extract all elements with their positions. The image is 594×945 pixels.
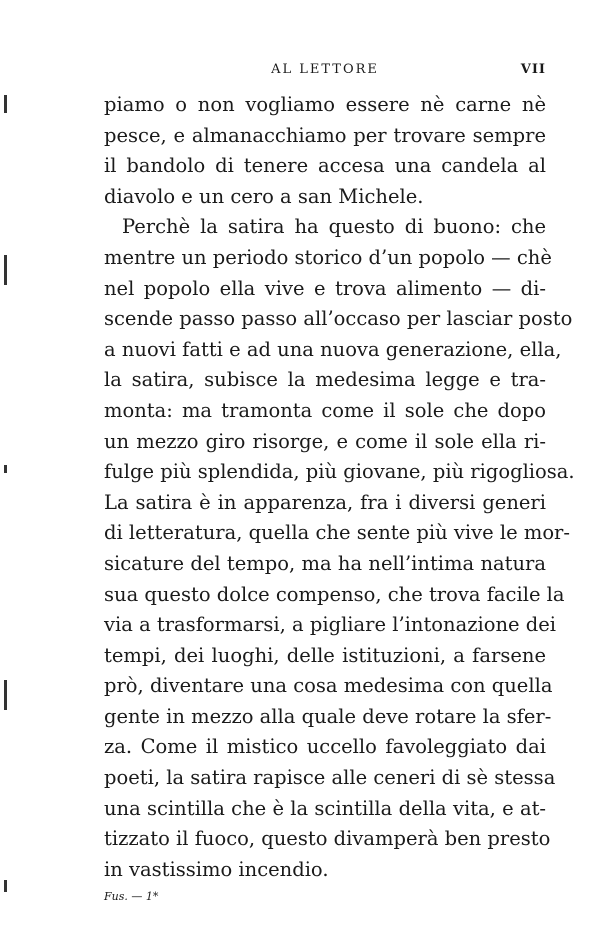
- text-line: nel popolo ella vive e trova alimento — di-: [104, 276, 546, 300]
- text-line: sua questo dolce compenso, che trova facile la: [104, 582, 565, 606]
- page-header: [104, 60, 546, 84]
- edge-mark: [4, 465, 7, 473]
- text-line: sicature del tempo, ma ha nell’intima natura: [104, 551, 546, 575]
- text-line: pesce, e almanacchiamo per trovare sempre: [104, 123, 546, 147]
- text-line: piamo o non vogliamo essere nè carne nè: [104, 93, 546, 116]
- text-line: di letteratura, quella che sente più vive le mor-: [104, 521, 570, 545]
- text-line: via a trasformarsi, a pigliare l’intonazione dei: [104, 613, 557, 637]
- text-line: monta: ma tramonta come il sole che dopo: [104, 398, 546, 422]
- text-line: za. Come il mistico uccello favoleggiato dai: [104, 735, 546, 759]
- text-line: tizzato il fuoco, questo divamperà ben presto: [104, 827, 551, 851]
- edge-mark: [4, 880, 7, 892]
- text-line: mentre un periodo storico d’un popolo — chè: [104, 245, 552, 269]
- text-line: fulge più splendida, più giovane, più rigogliosa.: [104, 460, 575, 484]
- text-line: gente in mezzo alla quale deve rotare la sfer-: [104, 704, 552, 728]
- text-line: prò, diventare una cosa medesima con quella: [104, 674, 553, 698]
- text-line: la satira, subisce la medesima legge e tra-: [104, 368, 546, 392]
- text-line: in vastissimo incendio.: [104, 857, 329, 881]
- text-line: il bandolo di tenere accesa una candela al: [104, 154, 546, 178]
- edge-mark: [4, 680, 7, 710]
- edge-mark: [4, 95, 7, 113]
- text-line: tempi, dei luoghi, delle istituzioni, a farsene: [104, 643, 546, 667]
- text-line: scende passo passo all’occaso per lasciar posto: [104, 307, 573, 331]
- body-text: [104, 90, 575, 885]
- text-line: a nuovi fatti e ad una nuova generazione, ella,: [104, 337, 562, 361]
- text-line: diavolo e un cero a san Michele.: [104, 184, 424, 208]
- page-number: VII: [520, 62, 546, 77]
- signature-mark: Fus. — 1*: [104, 890, 159, 903]
- running-title: AL LETTORE: [271, 62, 379, 77]
- page-binding-edge: [0, 0, 14, 945]
- text-line: un mezzo giro risorge, e come il sole ella ri-: [104, 429, 546, 453]
- text-line: una scintilla che è la scintilla della vita, e at-: [104, 796, 546, 820]
- text-line: La satira è in apparenza, fra i diversi generi: [104, 490, 546, 514]
- text-line: poeti, la satira rapisce alle ceneri di sè stessa: [104, 766, 556, 790]
- edge-mark: [4, 255, 7, 285]
- text-line: Perchè la satira ha questo di buono: che: [122, 215, 546, 239]
